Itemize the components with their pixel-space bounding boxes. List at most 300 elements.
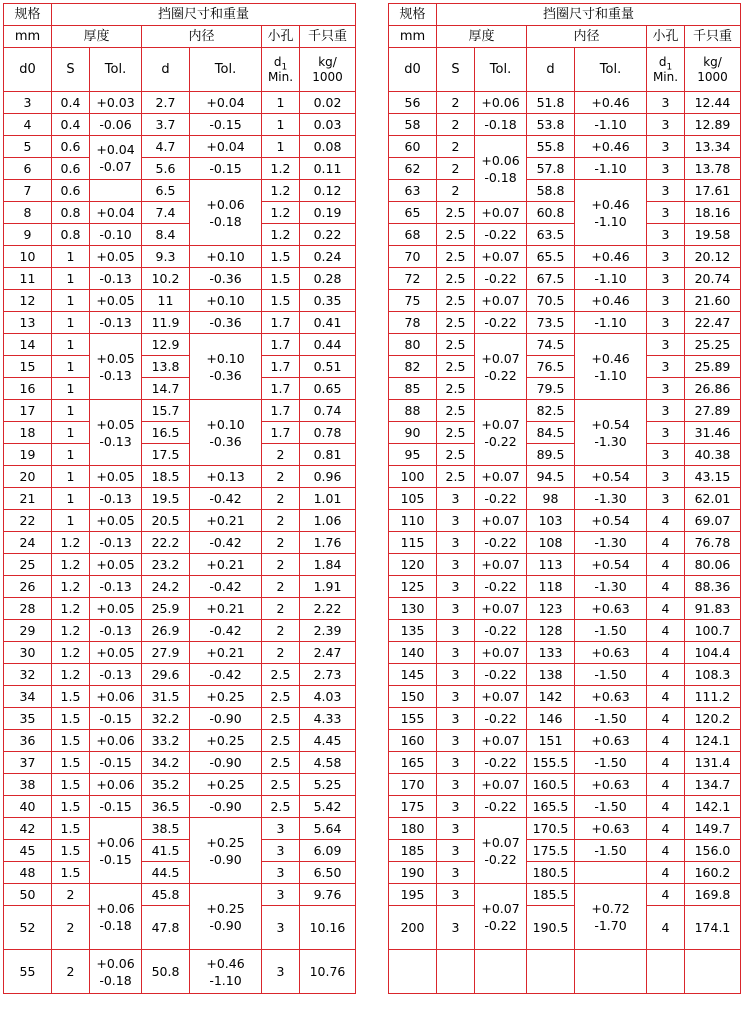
cell-tol-s [475,466,527,488]
table-row [389,818,741,840]
cell-weight: 120.2 [685,708,741,730]
tol-s-value: +0.07 [481,900,520,916]
tol-s-value: +0.07 [481,293,520,308]
cell-d1: 4 [647,532,685,554]
cell-d1: 3 [647,422,685,444]
cell-d: 128 [527,620,575,642]
cell-tol-s [475,136,527,202]
cell-d1: 2 [262,576,300,598]
cell-s: 0.6 [52,136,90,158]
cell-d1: 1.7 [262,378,300,400]
cell-d1: 2 [262,642,300,664]
cell-tol-d [575,400,647,466]
cell-d0: 42 [4,818,52,840]
table-row [4,708,356,730]
header-weight: 千只重 [685,26,741,48]
cell-d0: 180 [389,818,437,840]
table-row [389,180,741,202]
tol-d-value: -1.10 [594,161,627,176]
cell-s: 1.2 [52,620,90,642]
cell-d: 84.5 [527,422,575,444]
header-row [4,48,356,92]
cell-s: 2.5 [437,268,475,290]
cell-d: 11.9 [142,312,190,334]
col-d1 [647,48,685,92]
tol-s-value: +0.07 [481,601,520,616]
tol-s-value: +0.07 [481,416,520,432]
table-row [389,136,741,158]
cell-d: 36.5 [142,796,190,818]
table-row [4,532,356,554]
cell-tol-d [575,290,647,312]
dimension-table-right [388,3,741,994]
tol-s-value: +0.07 [481,645,520,660]
cell-d1: 4 [647,642,685,664]
cell-tol-s [475,268,527,290]
cell-s: 3 [437,796,475,818]
tol-s-value: +0.04 [96,141,135,157]
cell-tol-d [575,158,647,180]
cell-weight: 0.12 [300,180,356,202]
tol-d-value: +0.46 [591,293,630,308]
cell-d1: 3 [262,906,300,950]
cell-s: 1 [52,334,90,356]
col-d1 [262,48,300,92]
cell-s: 2 [52,906,90,950]
cell-tol-s [475,884,527,950]
cell-d0: 20 [4,466,52,488]
cell-tol-s [90,136,142,180]
blank-cell [575,950,647,994]
cell-d0: 72 [389,268,437,290]
cell-tol-d [190,246,262,268]
cell-weight: 22.47 [685,312,741,334]
cell-tol-d [575,180,647,246]
cell-s: 1.2 [52,532,90,554]
cell-d: 103 [527,510,575,532]
tol-d-value-2: -0.90 [209,851,242,867]
cell-tol-s [90,268,142,290]
table-row [4,642,356,664]
table-row [389,532,741,554]
tol-d-value: +0.06 [206,196,245,212]
cell-tol-d [575,620,647,642]
col-d: d [527,48,575,92]
table-row [4,136,356,158]
cell-d0: 32 [4,664,52,686]
cell-d: 63.5 [527,224,575,246]
table-row [4,576,356,598]
cell-tol-d [190,774,262,796]
cell-tol-d [190,488,262,510]
tol-d-value: -0.36 [209,315,242,330]
cell-weight: 131.4 [685,752,741,774]
table-row [4,620,356,642]
tol-s-value: +0.05 [96,557,135,572]
cell-d0: 15 [4,356,52,378]
table-row [4,180,356,202]
cell-weight: 88.36 [685,576,741,598]
cell-tol-s [90,246,142,268]
cell-tol-s [475,202,527,224]
cell-tol-s [90,686,142,708]
cell-d0: 26 [4,576,52,598]
cell-d1: 2 [262,532,300,554]
cell-d: 33.2 [142,730,190,752]
cell-tol-d [575,136,647,158]
cell-tol-s [475,92,527,114]
cell-d1: 4 [647,906,685,950]
table-row [389,246,741,268]
tol-s-value: -0.22 [484,799,517,814]
cell-tol-s [90,818,142,884]
cell-d0: 52 [4,906,52,950]
cell-s: 1.5 [52,730,90,752]
table-row [389,862,741,884]
tol-s-value: +0.05 [96,249,135,264]
cell-weight: 100.7 [685,620,741,642]
cell-tol-d [575,862,647,884]
tol-d-value: +0.21 [206,645,245,660]
cell-d1: 3 [647,202,685,224]
cell-d1: 4 [647,862,685,884]
cell-s: 0.4 [52,92,90,114]
cell-d: 180.5 [527,862,575,884]
cell-d0: 56 [389,92,437,114]
cell-weight: 25.89 [685,356,741,378]
cell-s: 1.2 [52,664,90,686]
cell-tol-s [475,708,527,730]
cell-d1: 3 [647,444,685,466]
cell-d1: 2 [262,488,300,510]
cell-d: 82.5 [527,400,575,422]
cell-d: 22.2 [142,532,190,554]
cell-tol-d [190,796,262,818]
tol-s-value: -0.15 [99,755,132,770]
table-row [4,466,356,488]
tol-s-value: +0.05 [96,513,135,528]
cell-tol-s [90,708,142,730]
cell-tol-d [190,642,262,664]
cell-tol-s [475,334,527,400]
cell-s: 3 [437,906,475,950]
cell-s: 2 [437,92,475,114]
table-row [4,400,356,422]
cell-s: 2.5 [437,466,475,488]
header-spec: 规格 [389,4,437,26]
tol-d-value: +0.25 [206,834,245,850]
cell-tol-d [190,312,262,334]
cell-tol-d [575,334,647,400]
tol-d-value: +0.72 [591,900,630,916]
tol-d-value: +0.63 [591,733,630,748]
table-row [4,268,356,290]
tol-s-value-2: -0.22 [484,433,517,449]
cell-s: 3 [437,862,475,884]
cell-weight: 69.07 [685,510,741,532]
cell-d0: 110 [389,510,437,532]
table-row [389,576,741,598]
cell-tol-d [575,466,647,488]
header-unit: mm [389,26,437,48]
cell-d: 3.7 [142,114,190,136]
cell-d: 8.4 [142,224,190,246]
cell-s: 1.5 [52,818,90,840]
cell-tol-d [190,158,262,180]
cell-weight: 10.16 [300,906,356,950]
cell-d0: 175 [389,796,437,818]
col-kg-label: kg/ [703,54,722,69]
tol-s-value: -0.22 [484,315,517,330]
cell-d: 138 [527,664,575,686]
cell-tol-s [90,510,142,532]
cell-s: 2.5 [437,422,475,444]
cell-d0: 34 [4,686,52,708]
cell-d: 74.5 [527,334,575,356]
cell-s: 3 [437,576,475,598]
table-row [389,708,741,730]
cell-weight: 31.46 [685,422,741,444]
cell-s: 1 [52,290,90,312]
cell-d0: 200 [389,906,437,950]
cell-tol-s [475,752,527,774]
cell-d: 175.5 [527,840,575,862]
tol-s-value: -0.18 [484,117,517,132]
cell-weight: 21.60 [685,290,741,312]
col-d: d [142,48,190,92]
cell-d: 44.5 [142,862,190,884]
table-row [4,730,356,752]
cell-tol-d [575,774,647,796]
cell-tol-s [90,664,142,686]
table-row [389,840,741,862]
cell-weight: 6.50 [300,862,356,884]
cell-tol-s [90,774,142,796]
col-d1-sub: 1 [666,61,673,72]
cell-tol-d [190,884,262,950]
cell-tol-s [90,752,142,774]
cell-s: 3 [437,598,475,620]
cell-d0: 68 [389,224,437,246]
cell-tol-s [90,488,142,510]
cell-tol-s [90,620,142,642]
table-row [389,950,741,994]
cell-d: 67.5 [527,268,575,290]
cell-d: 19.5 [142,488,190,510]
cell-weight: 149.7 [685,818,741,840]
cell-s: 1 [52,422,90,444]
cell-tol-s [90,224,142,246]
blank-cell [647,950,685,994]
cell-d: 20.5 [142,510,190,532]
cell-weight: 0.96 [300,466,356,488]
cell-weight: 0.81 [300,444,356,466]
cell-weight: 80.06 [685,554,741,576]
tol-d-value: -0.36 [209,271,242,286]
cell-s: 2 [52,950,90,994]
tol-d-value: -0.42 [209,579,242,594]
cell-s: 2.5 [437,246,475,268]
tol-s-value: +0.07 [481,513,520,528]
cell-d0: 18 [4,422,52,444]
cell-tol-s [90,532,142,554]
tol-s-value: -0.22 [484,623,517,638]
tol-d-value: +0.63 [591,601,630,616]
table-row [4,510,356,532]
cell-weight: 174.1 [685,906,741,950]
table-row [4,334,356,356]
col-d0: d0 [4,48,52,92]
cell-tol-s [475,664,527,686]
tol-d-value: +0.46 [591,249,630,264]
table-row [389,620,741,642]
table-row [389,422,741,444]
cell-s: 2.5 [437,444,475,466]
cell-tol-s [90,554,142,576]
cell-d0: 30 [4,642,52,664]
table-row [389,334,741,356]
tol-s-value: +0.05 [96,416,135,432]
col-kg-unit: 1000 [697,69,728,84]
tol-s-value: -0.22 [484,711,517,726]
cell-s: 2.5 [437,290,475,312]
cell-weight: 19.58 [685,224,741,246]
tol-d-value: +0.63 [591,821,630,836]
cell-weight: 0.78 [300,422,356,444]
tol-s-value: +0.06 [481,95,520,110]
tol-d-value: +0.54 [591,557,630,572]
cell-s: 1.2 [52,554,90,576]
cell-d1: 1.7 [262,356,300,378]
cell-tol-s [475,686,527,708]
table-row [389,774,741,796]
table-row [389,664,741,686]
cell-s: 1 [52,510,90,532]
tol-d-value: +0.13 [206,469,245,484]
cell-tol-s [475,554,527,576]
cell-weight: 0.03 [300,114,356,136]
cell-d: 55.8 [527,136,575,158]
tol-d-value: +0.63 [591,645,630,660]
tol-d-value: -1.50 [594,667,627,682]
tol-s-value: +0.07 [481,469,520,484]
col-kg-label: kg/ [318,54,337,69]
cell-weight: 4.33 [300,708,356,730]
cell-weight: 0.02 [300,92,356,114]
cell-d0: 145 [389,664,437,686]
cell-tol-d [575,686,647,708]
cell-weight: 0.22 [300,224,356,246]
cell-s: 3 [437,686,475,708]
cell-s: 3 [437,752,475,774]
cell-weight: 5.25 [300,774,356,796]
cell-d1: 1.7 [262,422,300,444]
cell-d0: 115 [389,532,437,554]
cell-d: 118 [527,576,575,598]
header-weight: 千只重 [300,26,356,48]
tol-s-value: +0.07 [481,689,520,704]
table-row [389,202,741,224]
cell-d1: 3 [647,246,685,268]
tol-s-value: +0.07 [481,777,520,792]
cell-weight: 26.86 [685,378,741,400]
table-row [389,444,741,466]
cell-tol-s [475,620,527,642]
cell-s: 1 [52,400,90,422]
cell-d: 31.5 [142,686,190,708]
cell-tol-s [475,312,527,334]
cell-d1: 3 [647,312,685,334]
tol-s-value: -0.15 [99,799,132,814]
cell-tol-d [190,400,262,466]
cell-d: 29.6 [142,664,190,686]
cell-tol-s [475,290,527,312]
header-small-hole: 小孔 [647,26,685,48]
blank-cell [685,950,741,994]
cell-s: 2 [52,884,90,906]
header-inner-diameter: 内径 [527,26,647,48]
cell-tol-d [575,554,647,576]
cell-tol-s [475,642,527,664]
cell-tol-d [575,642,647,664]
cell-d: 35.2 [142,774,190,796]
cell-d: 76.5 [527,356,575,378]
tol-d-value: +0.25 [206,733,245,748]
tol-s-value: -0.13 [99,535,132,550]
cell-d: 165.5 [527,796,575,818]
cell-d1: 4 [647,884,685,906]
cell-d0: 70 [389,246,437,268]
dimension-table-left [3,3,356,994]
cell-tol-d [575,532,647,554]
cell-d: 123 [527,598,575,620]
cell-tol-d [575,840,647,862]
cell-d: 60.8 [527,202,575,224]
cell-d: 14.7 [142,378,190,400]
cell-s: 2 [437,136,475,158]
tol-d-value: +0.46 [591,196,630,212]
blank-cell [527,950,575,994]
cell-d: 160.5 [527,774,575,796]
cell-d0: 9 [4,224,52,246]
table-row [4,884,356,906]
col-s: S [52,48,90,92]
cell-d: 151 [527,730,575,752]
cell-weight: 108.3 [685,664,741,686]
tol-d-value: +0.63 [591,689,630,704]
table-row [4,554,356,576]
cell-tol-s [475,576,527,598]
table-row [4,356,356,378]
cell-d1: 2.5 [262,686,300,708]
tol-s-value: +0.05 [96,645,135,660]
cell-s: 1.5 [52,796,90,818]
cell-d0: 7 [4,180,52,202]
header-row [4,26,356,48]
cell-weight: 43.15 [685,466,741,488]
cell-s: 2.5 [437,334,475,356]
col-s: S [437,48,475,92]
cell-weight: 20.12 [685,246,741,268]
cell-tol-d [575,796,647,818]
tol-d-value-2: -0.90 [209,917,242,933]
table-row [4,444,356,466]
cell-d0: 55 [4,950,52,994]
cell-d0: 17 [4,400,52,422]
cell-d: 15.7 [142,400,190,422]
cell-s: 1 [52,378,90,400]
cell-s: 0.6 [52,158,90,180]
